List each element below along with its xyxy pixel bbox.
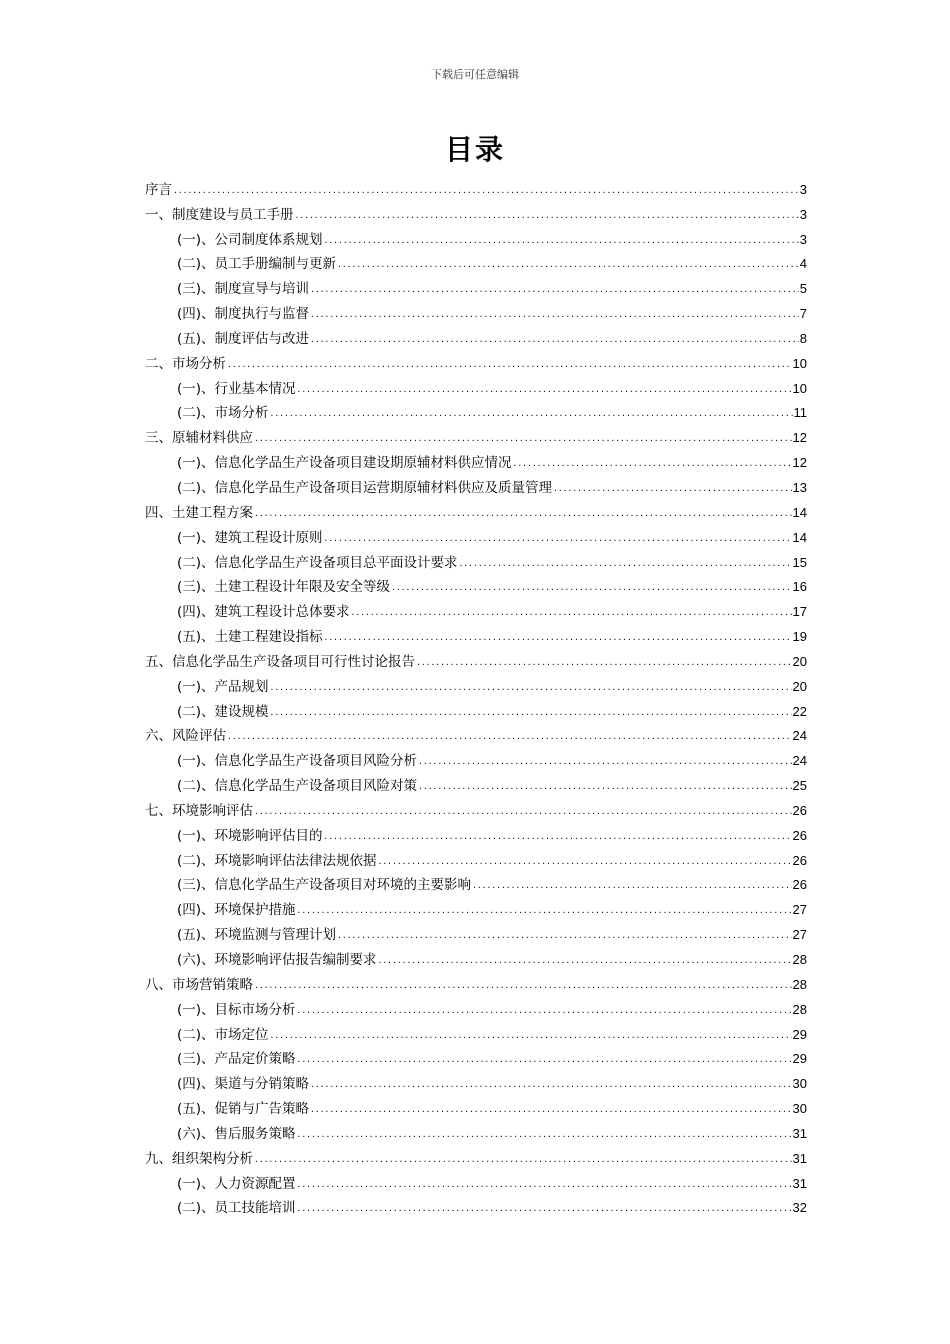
toc-section-entry[interactable] — [145, 472, 807, 497]
toc-entry-page-number: 25 — [792, 778, 807, 794]
toc-entry-label: 五、信息化学品生产设备项目可行性讨论报告 — [145, 653, 415, 670]
toc-dot-leader — [297, 1128, 792, 1143]
toc-entry-page-number: 26 — [792, 877, 807, 893]
toc-dot-leader — [418, 780, 791, 795]
page-header-note: 下载后可任意编辑 — [431, 68, 519, 81]
toc-dot-leader — [310, 283, 799, 298]
toc-entry-page-number: 16 — [792, 579, 807, 595]
toc-entry-page-number: 31 — [792, 1125, 807, 1141]
toc-dot-leader — [173, 184, 799, 199]
toc-dot-leader — [254, 432, 792, 447]
toc-chapter-entry[interactable] — [145, 174, 807, 199]
toc-entry-page-number: 30 — [792, 1076, 807, 1092]
toc-dot-leader — [270, 681, 792, 696]
toc-dot-leader — [553, 482, 791, 497]
toc-entry-page-number: 8 — [799, 330, 807, 346]
toc-entry-label: (二)、建设规模 — [177, 703, 269, 720]
toc-entry-page-number: 27 — [792, 927, 807, 943]
toc-entry-label: (一)、建筑工程设计原则 — [177, 529, 323, 546]
toc-section-entry[interactable] — [145, 845, 807, 870]
toc-entry-page-number: 14 — [792, 504, 807, 520]
toc-entry-label: 六、风险评估 — [145, 728, 226, 745]
toc-entry-page-number: 4 — [799, 256, 807, 272]
toc-dot-leader — [324, 532, 792, 547]
toc-entry-label: (六)、环境影响评估报告编制要求 — [177, 952, 377, 968]
toc-dot-leader — [310, 333, 799, 348]
toc-section-entry[interactable] — [145, 398, 807, 423]
toc-section-entry[interactable] — [145, 1019, 807, 1044]
toc-dot-leader — [472, 879, 791, 894]
toc-entry-label: (一)、行业基本情况 — [177, 380, 296, 397]
toc-section-entry[interactable] — [145, 447, 807, 472]
toc-dot-leader — [297, 1004, 792, 1019]
toc-entry-label: (四)、渠道与分销策略 — [177, 1076, 310, 1093]
toc-entry-label: (二)、员工手册编制与更新 — [177, 256, 337, 273]
toc-entry-page-number: 26 — [792, 802, 807, 818]
toc-section-entry[interactable] — [145, 572, 807, 597]
toc-section-entry[interactable] — [145, 373, 807, 398]
toc-entry-page-number: 13 — [792, 479, 807, 495]
toc-entry-label: (四)、环境保护措施 — [177, 902, 296, 919]
toc-entry-label: (一)、公司制度体系规划 — [177, 231, 323, 248]
toc-title: 目录 — [444, 133, 505, 166]
toc-dot-leader — [337, 258, 799, 273]
toc-entry-label: (二)、信息化学品生产设备项目总平面设计要求 — [177, 554, 458, 571]
toc-section-entry[interactable] — [145, 1118, 807, 1143]
toc-chapter-entry[interactable] — [145, 1143, 807, 1168]
toc-entry-label: (三)、土建工程设计年限及安全等级 — [177, 579, 391, 596]
toc-entry-label: (五)、促销与广告策略 — [177, 1101, 310, 1118]
toc-section-entry[interactable] — [145, 919, 807, 944]
toc-dot-leader — [297, 1202, 792, 1217]
toc-chapter-entry[interactable] — [145, 721, 807, 746]
toc-entry-label: 七、环境影响评估 — [145, 802, 253, 819]
toc-entry-label: (三)、制度宣导与培训 — [177, 281, 310, 298]
toc-entry-page-number: 22 — [792, 703, 807, 719]
toc-dot-leader — [324, 830, 792, 845]
toc-entry-label: (一)、人力资源配置 — [177, 1175, 296, 1192]
toc-entry-label: 二、市场分析 — [145, 355, 226, 372]
toc-section-entry[interactable] — [145, 547, 807, 572]
toc-dot-leader — [513, 457, 792, 472]
toc-entry-label: (二)、信息化学品生产设备项目运营期原辅材料供应及质量管理 — [177, 479, 553, 496]
toc-entry-label: 四、土建工程方案 — [145, 504, 253, 521]
toc-entry-page-number: 24 — [792, 728, 807, 744]
toc-dot-leader — [324, 234, 799, 249]
toc-entry-label: (一)、目标市场分析 — [177, 1001, 296, 1018]
toc-dot-leader — [254, 507, 792, 522]
toc-entry-label: 八、市场营销策略 — [145, 976, 253, 993]
toc-entry-page-number: 26 — [792, 852, 807, 868]
toc-dot-leader — [324, 631, 792, 646]
toc-entry-page-number: 3 — [799, 181, 807, 197]
toc-chapter-entry[interactable] — [145, 422, 807, 447]
toc-entry-page-number: 29 — [792, 1051, 807, 1067]
toc-section-entry[interactable] — [145, 1193, 807, 1218]
toc-section-entry[interactable] — [145, 696, 807, 721]
toc-section-entry[interactable] — [145, 596, 807, 621]
toc-entry-label: (二)、信息化学品生产设备项目风险对策 — [177, 778, 418, 795]
toc-dot-leader — [227, 358, 792, 373]
toc-section-entry[interactable] — [145, 249, 807, 274]
toc-dot-leader — [270, 1029, 792, 1044]
toc-entry-label: (六)、售后服务策略 — [177, 1125, 296, 1142]
toc-entry-page-number: 15 — [792, 554, 807, 570]
toc-section-entry[interactable] — [145, 671, 807, 696]
toc-section-entry[interactable] — [145, 1168, 807, 1193]
toc-section-entry[interactable] — [145, 894, 807, 919]
toc-entry-page-number: 26 — [792, 827, 807, 843]
toc-entry-label: 一、制度建设与员工手册 — [145, 206, 294, 223]
toc-entry-label: (一)、环境影响评估目的 — [177, 827, 323, 844]
toc-section-entry[interactable] — [145, 870, 807, 895]
toc-entry-label: (三)、产品定价策略 — [177, 1051, 296, 1068]
toc-entry-page-number: 3 — [799, 206, 807, 222]
toc-entry-page-number: 31 — [792, 1175, 807, 1191]
toc-entry-page-number: 20 — [792, 678, 807, 694]
toc-entry-label: (一)、产品规划 — [177, 678, 269, 695]
toc-entry-page-number: 5 — [799, 281, 807, 297]
toc-chapter-entry[interactable] — [145, 199, 807, 224]
toc-entry-label: (五)、制度评估与改进 — [177, 330, 310, 347]
toc-entry-page-number: 32 — [792, 1200, 807, 1216]
toc-entry-label: 序言 — [145, 181, 172, 198]
toc-entry-label: (四)、制度执行与监督 — [177, 306, 310, 323]
toc-entry-page-number: 10 — [792, 355, 807, 371]
toc-dot-leader — [297, 1178, 792, 1193]
toc-dot-leader — [270, 407, 793, 422]
toc-entry-page-number: 28 — [792, 952, 807, 967]
toc-dot-leader — [295, 209, 799, 224]
toc-entry-page-number: 7 — [799, 306, 807, 322]
toc-chapter-entry[interactable] — [145, 795, 807, 820]
toc-entry-label: (五)、环境监测与管理计划 — [177, 927, 337, 944]
toc-entry-label: (一)、信息化学品生产设备项目风险分析 — [177, 753, 418, 770]
toc-entry-label: (四)、建筑工程设计总体要求 — [177, 604, 350, 621]
toc-dot-leader — [297, 383, 792, 398]
toc-entry-page-number: 12 — [792, 430, 807, 446]
toc-dot-leader — [459, 557, 792, 572]
toc-entry-label: (二)、市场分析 — [177, 405, 269, 422]
toc-dot-leader — [378, 855, 792, 870]
toc-entry-label: 三、原辅材料供应 — [145, 430, 253, 447]
toc-dot-leader — [391, 581, 791, 596]
toc-dot-leader — [310, 308, 799, 323]
toc-dot-leader — [254, 805, 792, 820]
toc-dot-leader — [416, 656, 792, 671]
toc-entry-page-number: 10 — [792, 380, 807, 396]
toc-dot-leader — [270, 706, 792, 721]
toc-entry-page-number: 28 — [792, 976, 807, 992]
toc-dot-leader — [351, 606, 792, 621]
toc-section-entry[interactable] — [145, 770, 807, 795]
toc-section-entry[interactable] — [145, 298, 807, 323]
toc-dot-leader — [310, 1103, 791, 1118]
toc-entry-label: (五)、土建工程建设指标 — [177, 629, 323, 646]
toc-dot-leader — [310, 1078, 791, 1093]
toc-entry-page-number: 3 — [799, 231, 807, 247]
table-of-contents — [145, 174, 807, 1217]
toc-entry-label: (二)、环境影响评估法律法规依据 — [177, 852, 377, 869]
toc-dot-leader — [378, 954, 792, 969]
toc-entry-page-number: 14 — [792, 529, 807, 545]
toc-chapter-entry[interactable] — [145, 497, 807, 522]
toc-section-entry[interactable] — [145, 994, 807, 1019]
toc-entry-page-number: 27 — [792, 902, 807, 918]
toc-section-entry[interactable] — [145, 273, 807, 298]
toc-section-entry[interactable] — [145, 1044, 807, 1069]
toc-entry-page-number: 17 — [792, 604, 807, 620]
toc-section-entry[interactable] — [145, 621, 807, 646]
toc-section-entry[interactable] — [145, 820, 807, 845]
toc-section-entry[interactable] — [145, 1068, 807, 1093]
toc-entry-page-number: 19 — [792, 629, 807, 645]
toc-chapter-entry[interactable] — [145, 646, 807, 671]
toc-entry-label: (一)、信息化学品生产设备项目建设期原辅材料供应情况 — [177, 455, 512, 472]
toc-entry-page-number: 20 — [792, 653, 807, 669]
toc-dot-leader — [337, 929, 791, 944]
toc-entry-label: (二)、市场定位 — [177, 1026, 269, 1043]
toc-entry-page-number: 12 — [792, 455, 807, 471]
toc-entry-page-number: 24 — [792, 753, 807, 769]
toc-dot-leader — [254, 979, 792, 994]
toc-dot-leader — [254, 1153, 792, 1168]
toc-chapter-entry[interactable] — [145, 969, 807, 994]
toc-section-entry[interactable] — [145, 1093, 807, 1118]
toc-section-entry[interactable] — [145, 522, 807, 547]
toc-dot-leader — [297, 904, 792, 919]
toc-section-entry[interactable] — [145, 745, 807, 770]
toc-dot-leader — [227, 730, 792, 745]
toc-entry-page-number: 31 — [792, 1150, 807, 1166]
toc-section-entry[interactable] — [145, 323, 807, 348]
toc-section-entry[interactable] — [145, 944, 807, 969]
toc-dot-leader — [297, 1053, 792, 1068]
toc-entry-label: (三)、信息化学品生产设备项目对环境的主要影响 — [177, 877, 472, 894]
toc-entry-page-number: 11 — [793, 405, 807, 421]
toc-chapter-entry[interactable] — [145, 348, 807, 373]
toc-entry-label: (二)、员工技能培训 — [177, 1200, 296, 1217]
toc-entry-page-number: 30 — [792, 1101, 807, 1117]
toc-dot-leader — [418, 755, 791, 770]
toc-entry-label: 九、组织架构分析 — [145, 1150, 253, 1167]
toc-entry-page-number: 29 — [792, 1026, 807, 1042]
toc-section-entry[interactable] — [145, 224, 807, 249]
toc-entry-page-number: 28 — [792, 1001, 807, 1017]
